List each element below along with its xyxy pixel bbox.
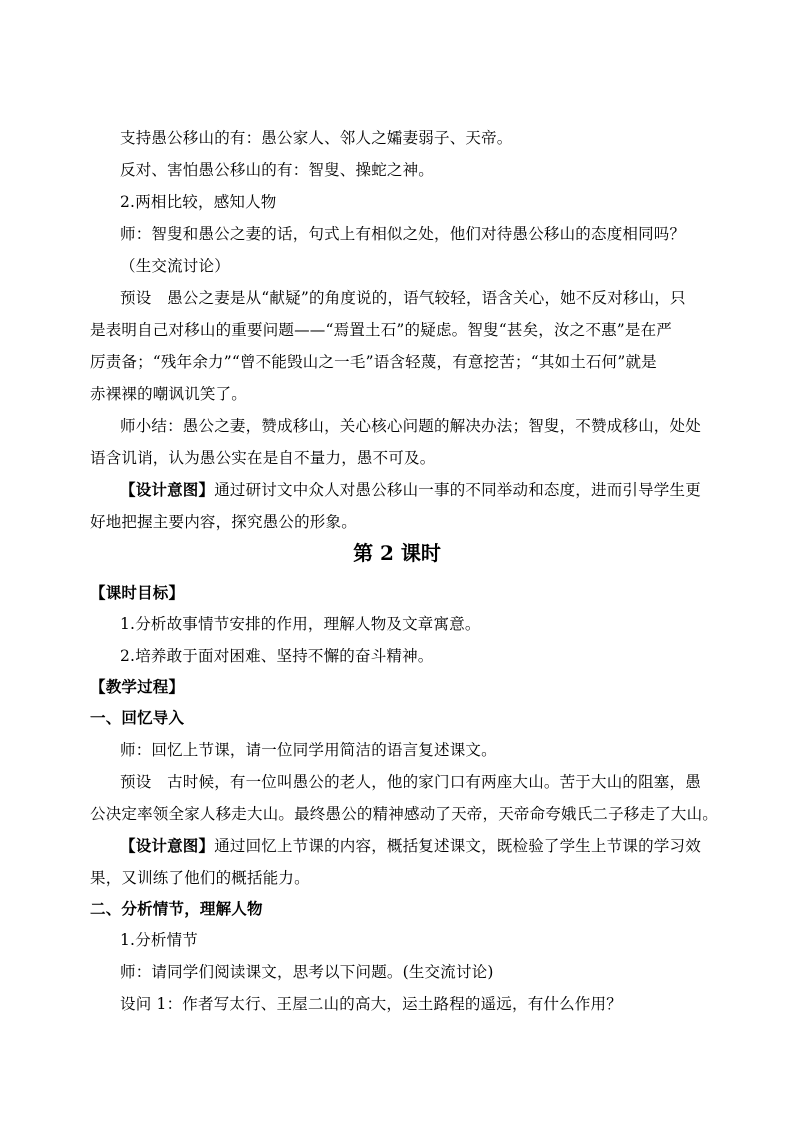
paragraph-preset-1: 预设 愚公之妻是从“献疑”的角度说的，语气较轻，语含关心，她不反对移山，只 xyxy=(120,289,686,307)
heading-analyze-plot: 二、分析情节，理解人物 xyxy=(90,899,263,918)
paragraph-preset-2: 是表明自己对移山的重要问题——“焉置土石”的疑虑。智叟“甚矣，汝之不惠”是在严 xyxy=(90,321,672,339)
paragraph-recall-teacher: 师：回忆上节课，请一位同学用简洁的语言复述课文。 xyxy=(120,741,497,759)
goal-item-1: 1.分析故事情节安排的作用，理解人物及文章寓意。 xyxy=(120,615,481,633)
paragraph-design-intent-4: 果，又训练了他们的概括能力。 xyxy=(90,869,310,887)
heading-lesson-goals: 【课时目标】 xyxy=(90,583,185,602)
subheading-analyze-plot: 1.分析情节 xyxy=(120,931,198,949)
design-intent-tag-2: 【设计意图】 xyxy=(120,836,215,855)
paragraph-design-intent-3 xyxy=(0,836,794,856)
heading-teaching-process: 【教学过程】 xyxy=(90,677,185,696)
paragraph-summary-1: 师小结：愚公之妻，赞成移山，关心核心问题的解决办法；智叟，不赞成移山，处处 xyxy=(120,417,701,435)
paragraph-recall-preset-1: 预设 古时候，有一位叫愚公的老人，他的家门口有两座大山。苦于大山的阻塞，愚 xyxy=(120,773,701,791)
paragraph-opponents: 反对、害怕愚公移山的有：智叟、操蛇之神。 xyxy=(120,161,435,179)
design-intent-tag: 【设计意图】 xyxy=(120,480,215,499)
paragraph-question-1: 设问 1：作者写太行、王屋二山的高大，运土路程的遥远，有什么作用？ xyxy=(120,995,622,1013)
paragraph-discussion-note: （生交流讨论） xyxy=(120,257,230,275)
paragraph-design-intent-2: 好地把握主要内容，探究愚公的形象。 xyxy=(90,513,357,531)
paragraph-design-intent-1 xyxy=(0,480,794,500)
design-intent-text: 通过研讨文中众人对愚公移山一事的不同举动和态度，进而引导学生更 xyxy=(214,481,701,499)
paragraph-supporters: 支持愚公移山的有：愚公家人、邻人之孀妻弱子、天帝。 xyxy=(120,129,513,147)
paragraph-summary-2: 语含讥诮，认为愚公实在是自不量力，愚不可及。 xyxy=(90,449,436,467)
design-intent-text-2: 通过回忆上节课的内容，概括复述课文，既检验了学生上节课的学习效 xyxy=(214,837,701,855)
subheading-compare: 2.两相比较，感知人物 xyxy=(120,193,277,211)
section-title: 第 2 课时 xyxy=(353,541,441,565)
paragraph-teacher-question: 师：智叟和愚公之妻的话，句式上有相似之处，他们对待愚公移山的态度相同吗？ xyxy=(120,225,686,243)
paragraph-preset-3: 厉责备；“残年余力”“曾不能毁山之一毛”语含轻蔑，有意挖苦；“其如土石何”就是 xyxy=(90,353,657,371)
paragraph-preset-4: 赤裸裸的嘲讽讥笑了。 xyxy=(90,385,248,403)
paragraph-recall-preset-2: 公决定率领全家人移走大山。最终愚公的精神感动了天帝，天帝命夸娥氏二子移走了大山。 xyxy=(90,805,719,823)
heading-recall-intro: 一、回忆导入 xyxy=(90,708,185,727)
goal-item-2: 2.培养敢于面对困难、坚持不懈的奋斗精神。 xyxy=(120,647,434,665)
paragraph-teacher-instruction: 师：请同学们阅读课文，思考以下问题。(生交流讨论) xyxy=(120,963,494,981)
